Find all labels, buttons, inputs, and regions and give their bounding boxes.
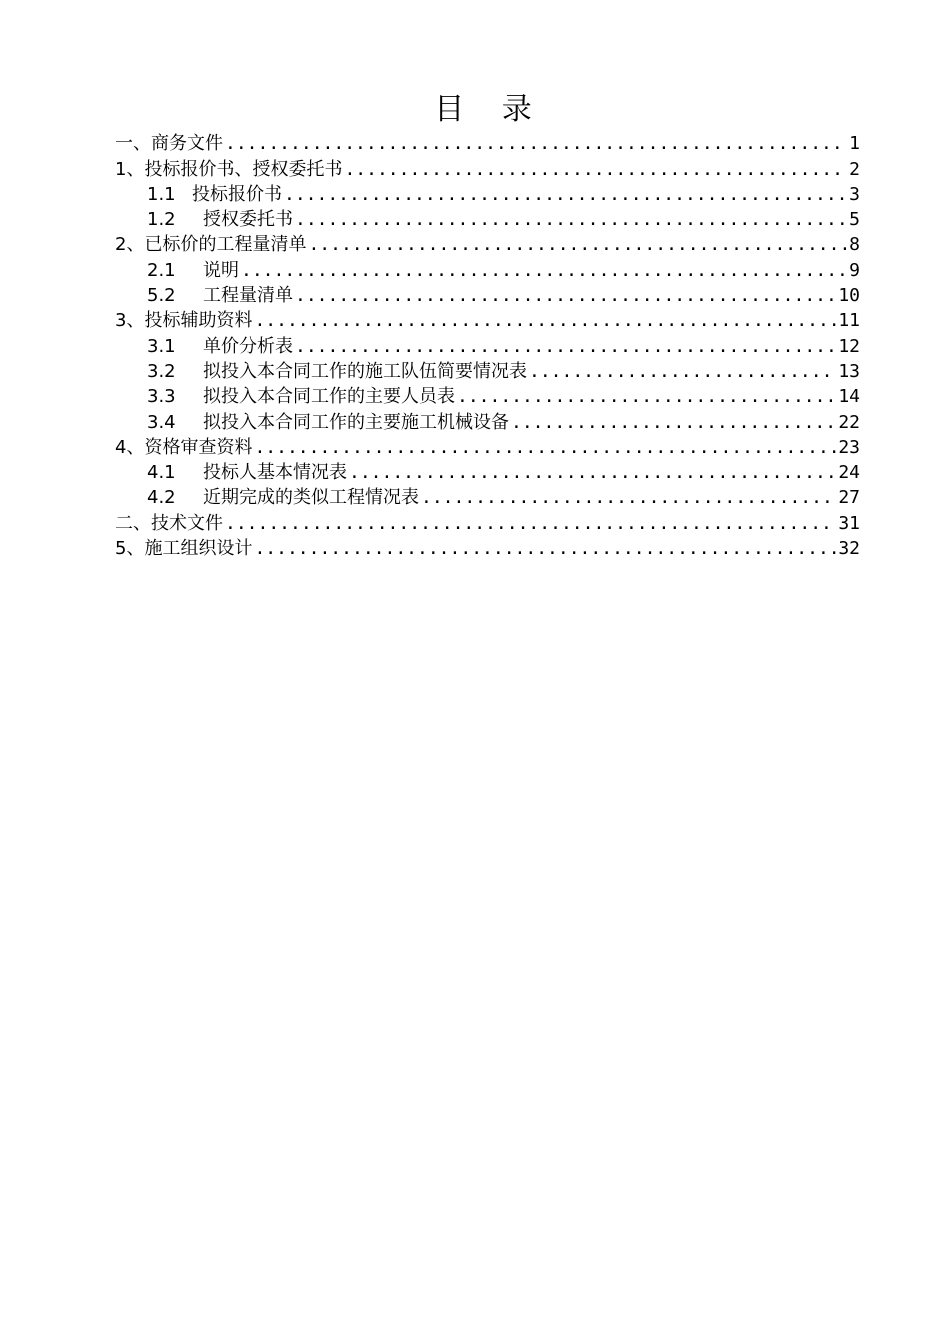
toc-entry[interactable] <box>115 509 860 534</box>
toc-leader <box>225 513 836 535</box>
toc-entry-page: 9 <box>849 259 860 281</box>
toc-entry[interactable] <box>115 206 860 231</box>
toc-leader <box>254 538 836 560</box>
toc-leader <box>295 209 847 231</box>
toc-entry-page: 22 <box>838 411 860 433</box>
toc-entry-number: 3.4 <box>147 411 176 433</box>
toc-leader <box>349 462 836 484</box>
toc-entry[interactable] <box>115 358 860 383</box>
toc-entry-page: 11 <box>838 310 860 332</box>
toc-entry-text: 授权委托书 <box>203 209 293 231</box>
toc-entry-page: 5 <box>849 209 860 231</box>
toc-entry[interactable] <box>115 332 860 357</box>
toc-entry-text: 说明 <box>203 259 239 281</box>
toc-title: 目 录 <box>434 92 546 127</box>
toc-leader <box>511 412 836 434</box>
toc-entry-number: 4.2 <box>147 487 176 509</box>
toc-leader <box>225 133 847 155</box>
toc-entry-number: 4.1 <box>147 462 176 484</box>
toc-entry-page: 2 <box>849 158 860 180</box>
toc-entry[interactable] <box>115 130 860 155</box>
toc-leader <box>421 487 836 509</box>
toc-entry-text: 2、已标价的工程量清单 <box>115 234 307 256</box>
toc-entry[interactable] <box>115 256 860 281</box>
toc-entry-text: 投标人基本情况表 <box>203 462 347 484</box>
toc-entry-text: 投标报价书 <box>192 183 282 205</box>
toc-leader <box>344 159 847 181</box>
toc-entry-page: 12 <box>838 335 860 357</box>
toc-list <box>115 130 860 560</box>
toc-entry-text: 3、投标辅助资料 <box>115 310 253 332</box>
toc-entry-page: 10 <box>838 285 860 307</box>
toc-leader <box>457 386 836 408</box>
toc-entry-page: 27 <box>838 487 860 509</box>
toc-entry-page: 13 <box>838 360 860 382</box>
toc-entry-number: 1.1 <box>147 183 176 205</box>
toc-entry[interactable] <box>115 181 860 206</box>
toc-entry[interactable] <box>115 307 860 332</box>
toc-entry[interactable] <box>115 484 860 509</box>
toc-entry[interactable] <box>115 459 860 484</box>
toc-entry[interactable] <box>115 155 860 180</box>
toc-entry-text: 拟投入本合同工作的主要人员表 <box>203 386 455 408</box>
toc-entry-page: 1 <box>849 133 860 155</box>
toc-entry[interactable] <box>115 535 860 560</box>
toc-entry-text: 工程量清单 <box>203 285 293 307</box>
toc-entry-page: 24 <box>838 462 860 484</box>
toc-entry-text: 二、技术文件 <box>115 512 223 534</box>
toc-entry[interactable] <box>115 434 860 459</box>
toc-entry-page: 31 <box>838 512 860 534</box>
toc-entry-number: 2.1 <box>147 259 176 281</box>
toc-entry-text: 近期完成的类似工程情况表 <box>203 487 419 509</box>
toc-leader <box>241 260 847 282</box>
toc-entry-page: 14 <box>838 386 860 408</box>
toc-entry-text: 拟投入本合同工作的施工队伍简要情况表 <box>203 360 527 382</box>
toc-entry[interactable] <box>115 282 860 307</box>
toc-entry-page: 8 <box>849 234 860 256</box>
toc-leader <box>254 437 836 459</box>
toc-entry-number: 3.2 <box>147 360 176 382</box>
toc-entry-text: 4、资格审查资料 <box>115 436 253 458</box>
toc-leader <box>295 285 836 307</box>
toc-entry-page: 23 <box>838 436 860 458</box>
toc-leader <box>529 361 836 383</box>
toc-entry[interactable] <box>115 383 860 408</box>
toc-entry-text: 5、施工组织设计 <box>115 538 253 560</box>
toc-entry-text: 拟投入本合同工作的主要施工机械设备 <box>203 411 509 433</box>
toc-entry-text: 单价分析表 <box>203 335 293 357</box>
toc-entry-page: 32 <box>838 538 860 560</box>
toc-entry-text: 一、商务文件 <box>115 133 223 155</box>
toc-leader <box>295 336 836 358</box>
toc-entry-number: 3.3 <box>147 386 176 408</box>
toc-entry[interactable] <box>115 231 860 256</box>
toc-entry-number: 3.1 <box>147 335 176 357</box>
toc-entry-number: 1.2 <box>147 209 176 231</box>
toc-leader <box>284 184 847 206</box>
toc-entry[interactable] <box>115 408 860 433</box>
toc-leader <box>254 310 836 332</box>
toc-entry-number: 5.2 <box>147 285 176 307</box>
toc-leader <box>308 234 847 256</box>
toc-entry-page: 3 <box>849 183 860 205</box>
toc-entry-text: 1、投标报价书、授权委托书 <box>115 158 343 180</box>
